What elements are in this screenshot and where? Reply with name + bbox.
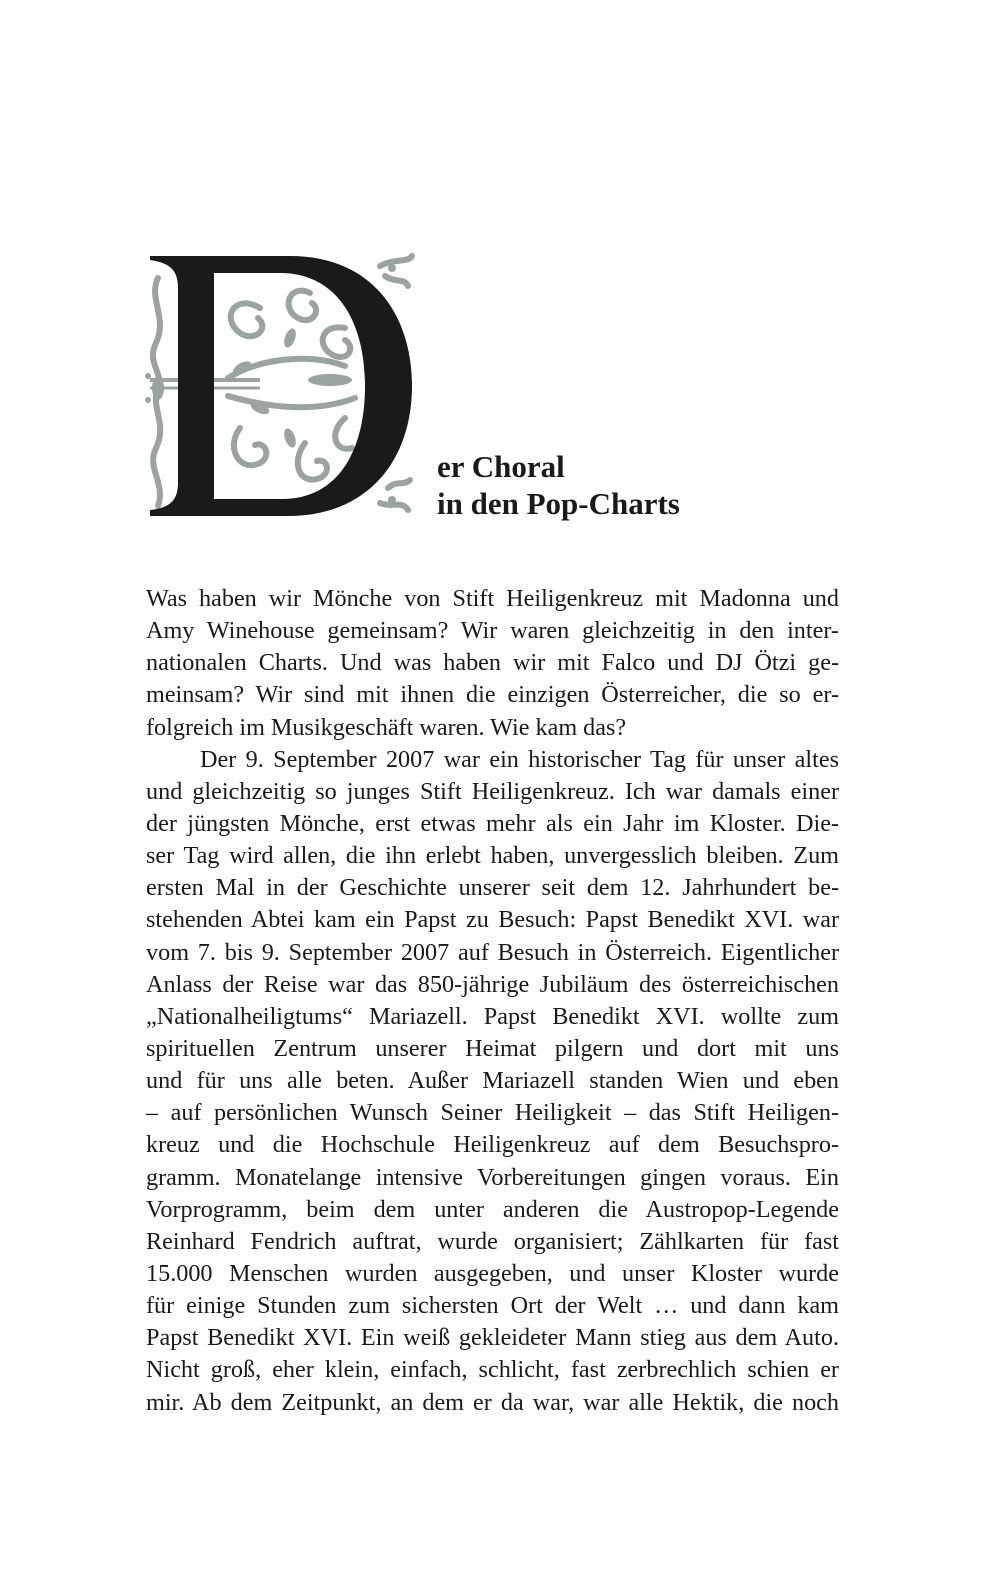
text-line: Vorprogramm, beim dem unter anderen die Austropop-Legende (146, 1195, 839, 1223)
initial-letter-d (140, 248, 425, 523)
text-line: vom 7. bis 9. September 2007 auf Besuch in Österreich. Eigentlicher (146, 938, 839, 966)
text-line: stehenden Abtei kam ein Papst zu Besuch: Papst Benedikt XVI. war (146, 906, 839, 934)
text-line: gramm. Monatelange intensive Vorbereitungen gingen voraus. Ein (146, 1163, 839, 1191)
text-line: Reinhard Fendrich auftrat, wurde organisiert; Zählkarten für fast (146, 1227, 839, 1255)
text-line: Der 9. September 2007 war ein historischer Tag für unser altes (200, 745, 839, 773)
text-line: der jüngsten Mönche, erst etwas mehr als ein Jahr im Kloster. Die- (146, 809, 839, 837)
text-line: mir. Ab dem Zeitpunkt, an dem er da war, war alle Hektik, die noch (146, 1388, 839, 1416)
text-line: ersten Mal in der Geschichte unserer seit dem 12. Jahrhundert be- (146, 874, 839, 902)
body-text (146, 583, 839, 1419)
text-line: – auf persönlichen Wunsch Seiner Heiligkeit – das Stift Heiligen- (146, 1099, 839, 1127)
text-line: nationalen Charts. Und was haben wir mit Falco und DJ Ötzi ge- (146, 649, 839, 677)
text-line: meinsam? Wir sind mit ihnen die einzigen Österreicher, die so er- (146, 681, 839, 709)
chapter-title-line-1: er Choral (437, 449, 565, 484)
text-line: und für uns alle beten. Außer Mariazell standen Wien und eben (146, 1067, 839, 1095)
text-line: folgreich im Musikgeschäft waren. Wie kam das? (146, 713, 627, 741)
text-line: Amy Winehouse gemeinsam? Wir waren gleichzeitig in den inter- (146, 617, 839, 645)
chapter-title (437, 448, 680, 522)
text-line: spirituellen Zentrum unserer Heimat pilgern und dort mit uns (146, 1034, 839, 1062)
text-line: Papst Benedikt XVI. Ein weiß gekleideter Mann stieg aus dem Auto. (146, 1324, 839, 1352)
text-line: Anlass der Reise war das 850-jährige Jubiläum des österreichischen (146, 970, 839, 998)
text-line: für einige Stunden zum sichersten Ort der Welt … und dann kam (146, 1292, 839, 1320)
text-line: ser Tag wird allen, die ihn erlebt haben, unvergesslich bleiben. Zum (146, 842, 839, 870)
chapter-title-line-2: in den Pop-Charts (437, 486, 680, 521)
text-line: Was haben wir Mönche von Stift Heiligenkreuz mit Madonna und (146, 585, 839, 612)
text-line: und gleichzeitig so junges Stift Heiligenkreuz. Ich war damals einer (146, 777, 839, 805)
text-line: „Nationalheiligtums“ Mariazell. Papst Benedikt XVI. wollte zum (146, 1002, 839, 1030)
text-line: Nicht groß, eher klein, einfach, schlicht, fast zerbrechlich schien er (146, 1356, 839, 1384)
text-line: 15.000 Menschen wurden ausgegeben, und unser Kloster wurde (146, 1259, 839, 1287)
text-line: kreuz und die Hochschule Heiligenkreuz auf dem Besuchspro- (146, 1131, 839, 1159)
decorative-initial (140, 248, 425, 523)
